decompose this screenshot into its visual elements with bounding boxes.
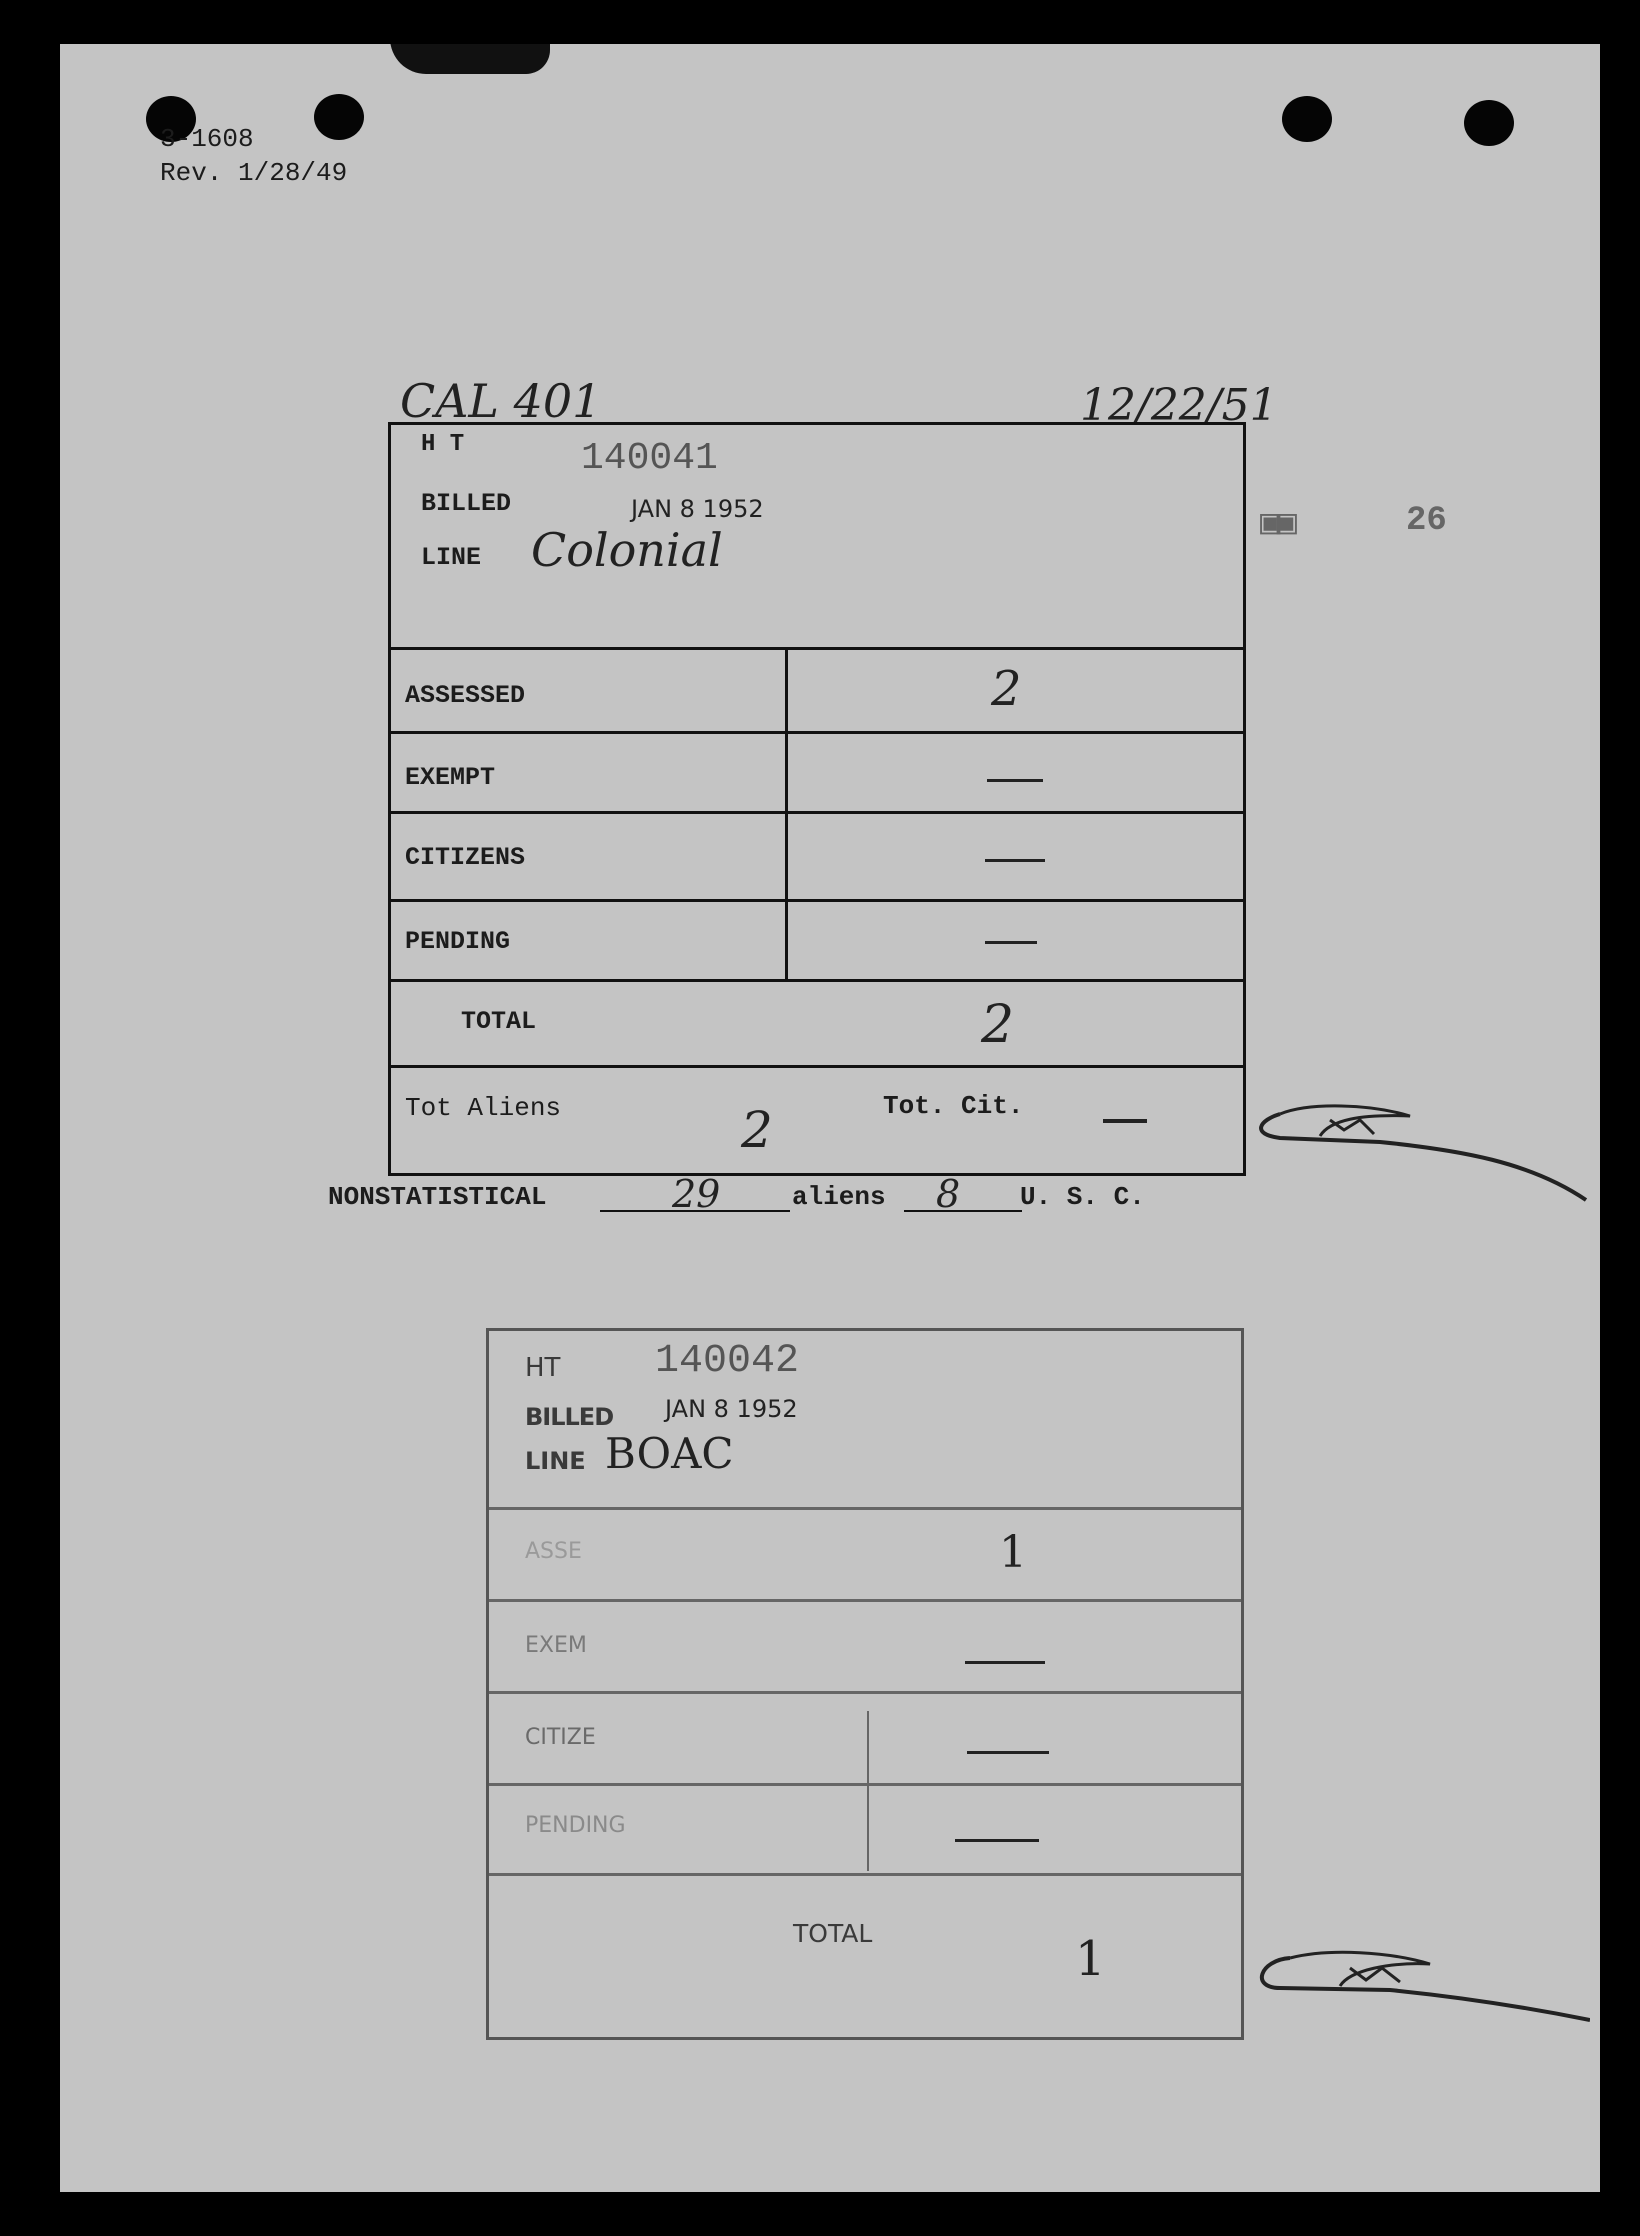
- ht-label: H T: [421, 431, 465, 458]
- assessed-label: ASSESSED: [405, 681, 526, 710]
- initials-signature: [1240, 1090, 1600, 1210]
- nonstat-usc-label: U. S. C.: [1020, 1182, 1145, 1212]
- stamp-mark: ▣▣: [1260, 506, 1293, 544]
- ht-number: 140041: [581, 437, 718, 480]
- tot-aliens-value: 2: [741, 1101, 773, 1159]
- pending-label: PENDING: [525, 1813, 626, 1838]
- tot-cit-value-dash: [1103, 1119, 1147, 1123]
- billed-date: JAN 8 1952: [665, 1395, 798, 1423]
- line-label: LINE: [421, 543, 482, 572]
- record1-form: [388, 422, 1246, 1176]
- billed-label: BILLED: [421, 489, 512, 518]
- pending-value-dash: [985, 941, 1037, 944]
- nonstat-usc-value: 8: [936, 1172, 961, 1216]
- ht-label: HT: [525, 1353, 561, 1383]
- form-revision: Rev. 1/28/49: [160, 158, 348, 188]
- total-value: 2: [981, 995, 1015, 1055]
- line-value: Colonial: [531, 523, 723, 577]
- punch-hole: [314, 94, 364, 140]
- document-page: [60, 44, 1600, 2192]
- billed-label: BILLED: [525, 1403, 614, 1431]
- tot-cit-label: Tot. Cit.: [883, 1091, 1024, 1121]
- line-value: BOAC: [605, 1429, 734, 1478]
- citizens-value-dash: [967, 1751, 1049, 1754]
- exempt-value-dash: [965, 1661, 1045, 1664]
- assessed-value: 2: [991, 661, 1022, 717]
- nonstat-aliens-value: 29: [672, 1172, 721, 1216]
- citizens-label: CITIZE: [525, 1725, 596, 1750]
- stamp-number: 26: [1406, 502, 1447, 540]
- billed-date: JAN 8 1952: [631, 495, 764, 523]
- citizens-label: CITIZENS: [405, 843, 526, 872]
- record2-form: [486, 1328, 1244, 2040]
- line-label: LINE: [525, 1447, 586, 1475]
- total-value: 1: [1075, 1931, 1106, 1987]
- initials-signature: [1190, 1938, 1590, 2058]
- exempt-value-dash: [987, 779, 1043, 782]
- exempt-label: EXEMPT: [405, 763, 496, 792]
- pending-label: PENDING: [405, 927, 511, 956]
- flight-annotation: CAL 401: [400, 374, 602, 428]
- date-annotation: 12/22/51: [1080, 380, 1278, 431]
- nonstat-aliens-label: aliens: [792, 1182, 886, 1212]
- punch-hole: [1282, 96, 1332, 142]
- ht-number: 140042: [655, 1339, 800, 1384]
- assessed-label: ASSE: [525, 1539, 582, 1564]
- citizens-value-dash: [985, 859, 1045, 862]
- total-label: TOTAL: [461, 1007, 537, 1036]
- assessed-value: 1: [999, 1527, 1027, 1578]
- punch-hole: [1464, 100, 1514, 146]
- nonstat-label: NONSTATISTICAL: [328, 1182, 547, 1212]
- pending-value-dash: [955, 1839, 1039, 1842]
- torn-edge: [390, 44, 550, 74]
- total-label: TOTAL: [793, 1919, 873, 1948]
- form-number: 3-1608: [160, 124, 254, 154]
- exempt-label: EXEM: [525, 1633, 587, 1658]
- tot-aliens-label: Tot Aliens: [405, 1093, 562, 1123]
